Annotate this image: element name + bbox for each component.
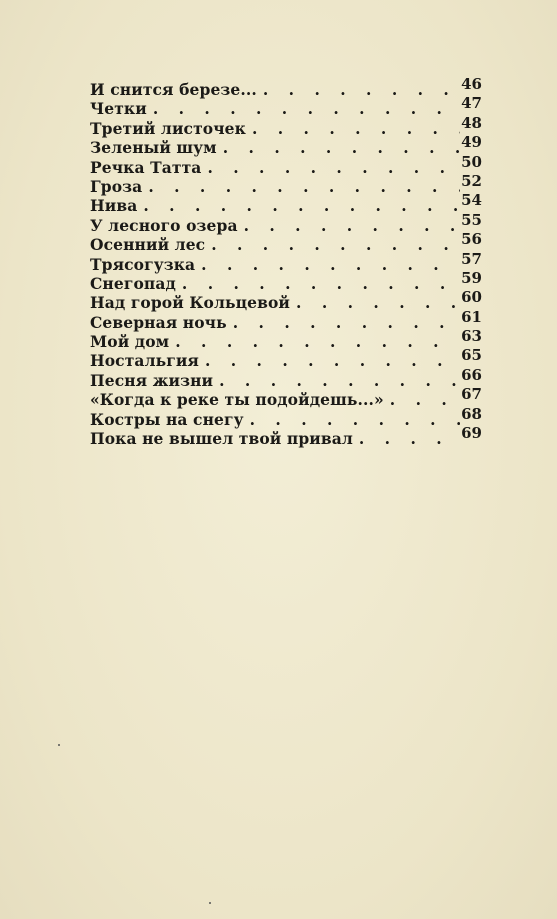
toc-entry-page: 69 bbox=[461, 424, 482, 443]
toc-entry bbox=[90, 74, 482, 99]
toc-entry-page: 61 bbox=[461, 307, 482, 326]
toc-entry-title: «Когда к реке ты подойдешь...» bbox=[90, 390, 384, 410]
toc-entry bbox=[90, 307, 482, 332]
paper-speck bbox=[58, 744, 60, 746]
toc-entry-page: 57 bbox=[461, 249, 482, 268]
dot-leader bbox=[238, 216, 460, 235]
toc-entry-page: 66 bbox=[461, 365, 482, 384]
toc-entry-page: 60 bbox=[461, 288, 482, 307]
toc-entry-title: Третий листочек bbox=[90, 118, 246, 138]
dot-leader bbox=[217, 138, 460, 157]
toc-entry bbox=[90, 327, 482, 352]
toc-entry-page: 54 bbox=[461, 191, 482, 210]
dot-leader bbox=[353, 429, 460, 448]
table-of-contents bbox=[90, 74, 482, 449]
toc-entry-page: 65 bbox=[461, 346, 482, 365]
toc-entry bbox=[90, 288, 482, 313]
toc-entry-title: Ностальгия bbox=[90, 351, 199, 371]
toc-entry-title: Мой дом bbox=[90, 332, 170, 352]
toc-entry-page: 67 bbox=[461, 385, 482, 404]
toc-entry-page: 49 bbox=[461, 133, 482, 152]
toc-entry bbox=[90, 424, 482, 449]
toc-entry bbox=[90, 152, 482, 177]
dot-leader bbox=[201, 158, 460, 177]
dot-leader bbox=[147, 99, 460, 118]
dot-leader bbox=[257, 80, 460, 99]
toc-entry-title: Песня жизни bbox=[90, 370, 214, 390]
toc-entry bbox=[90, 385, 482, 410]
dot-leader bbox=[199, 351, 460, 370]
toc-entry-title: Речка Татта bbox=[90, 157, 202, 177]
toc-entry bbox=[90, 191, 482, 216]
toc-entry-page: 46 bbox=[461, 74, 482, 93]
toc-entry bbox=[90, 268, 482, 293]
dot-leader bbox=[142, 177, 460, 196]
toc-entry bbox=[90, 133, 482, 158]
dot-leader bbox=[246, 119, 460, 138]
toc-entry-title: У лесного озера bbox=[90, 215, 238, 235]
toc-entry-title: Четки bbox=[90, 99, 147, 119]
toc-entry bbox=[90, 94, 482, 119]
toc-entry-page: 56 bbox=[461, 230, 482, 249]
toc-entry-title: Пока не вышел твой привал bbox=[90, 429, 353, 449]
dot-leader bbox=[169, 332, 460, 351]
toc-entry-page: 52 bbox=[461, 171, 482, 190]
dot-leader bbox=[195, 255, 460, 274]
toc-entry-page: 47 bbox=[461, 94, 482, 113]
dot-leader bbox=[290, 293, 460, 312]
dot-leader bbox=[227, 313, 460, 332]
toc-entry-page: 50 bbox=[461, 152, 482, 171]
dot-leader bbox=[384, 390, 460, 409]
toc-entry-page: 68 bbox=[461, 404, 482, 423]
dot-leader bbox=[205, 235, 460, 254]
toc-entry-page: 59 bbox=[461, 268, 482, 287]
dot-leader bbox=[244, 410, 460, 429]
toc-entry-title: И снится березе... bbox=[90, 79, 257, 99]
toc-entry-title: Гроза bbox=[90, 176, 143, 196]
toc-entry bbox=[90, 113, 482, 138]
toc-entry-title: Трясогузка bbox=[90, 254, 196, 274]
toc-entry bbox=[90, 249, 482, 274]
toc-entry bbox=[90, 365, 482, 390]
toc-entry-title: Снегопад bbox=[90, 273, 176, 293]
toc-entry-page: 55 bbox=[461, 210, 482, 229]
toc-entry-page: 48 bbox=[461, 113, 482, 132]
toc-entry-title: Над горой Кольцевой bbox=[90, 293, 291, 313]
dot-leader bbox=[213, 371, 460, 390]
dot-leader bbox=[176, 274, 460, 293]
toc-entry-title: Нива bbox=[90, 196, 138, 216]
toc-entry bbox=[90, 230, 482, 255]
toc-entry-title: Зеленый шум bbox=[90, 138, 217, 158]
toc-entry bbox=[90, 210, 482, 235]
toc-entry-title: Северная ночь bbox=[90, 312, 227, 332]
dot-leader bbox=[137, 196, 460, 215]
toc-entry bbox=[90, 171, 482, 196]
toc-entry-page: 63 bbox=[461, 327, 482, 346]
toc-entry bbox=[90, 404, 482, 429]
paper-speck bbox=[209, 902, 211, 904]
toc-entry-title: Костры на снегу bbox=[90, 409, 244, 429]
toc-entry-title: Осенний лес bbox=[90, 235, 206, 255]
toc-entry bbox=[90, 346, 482, 371]
